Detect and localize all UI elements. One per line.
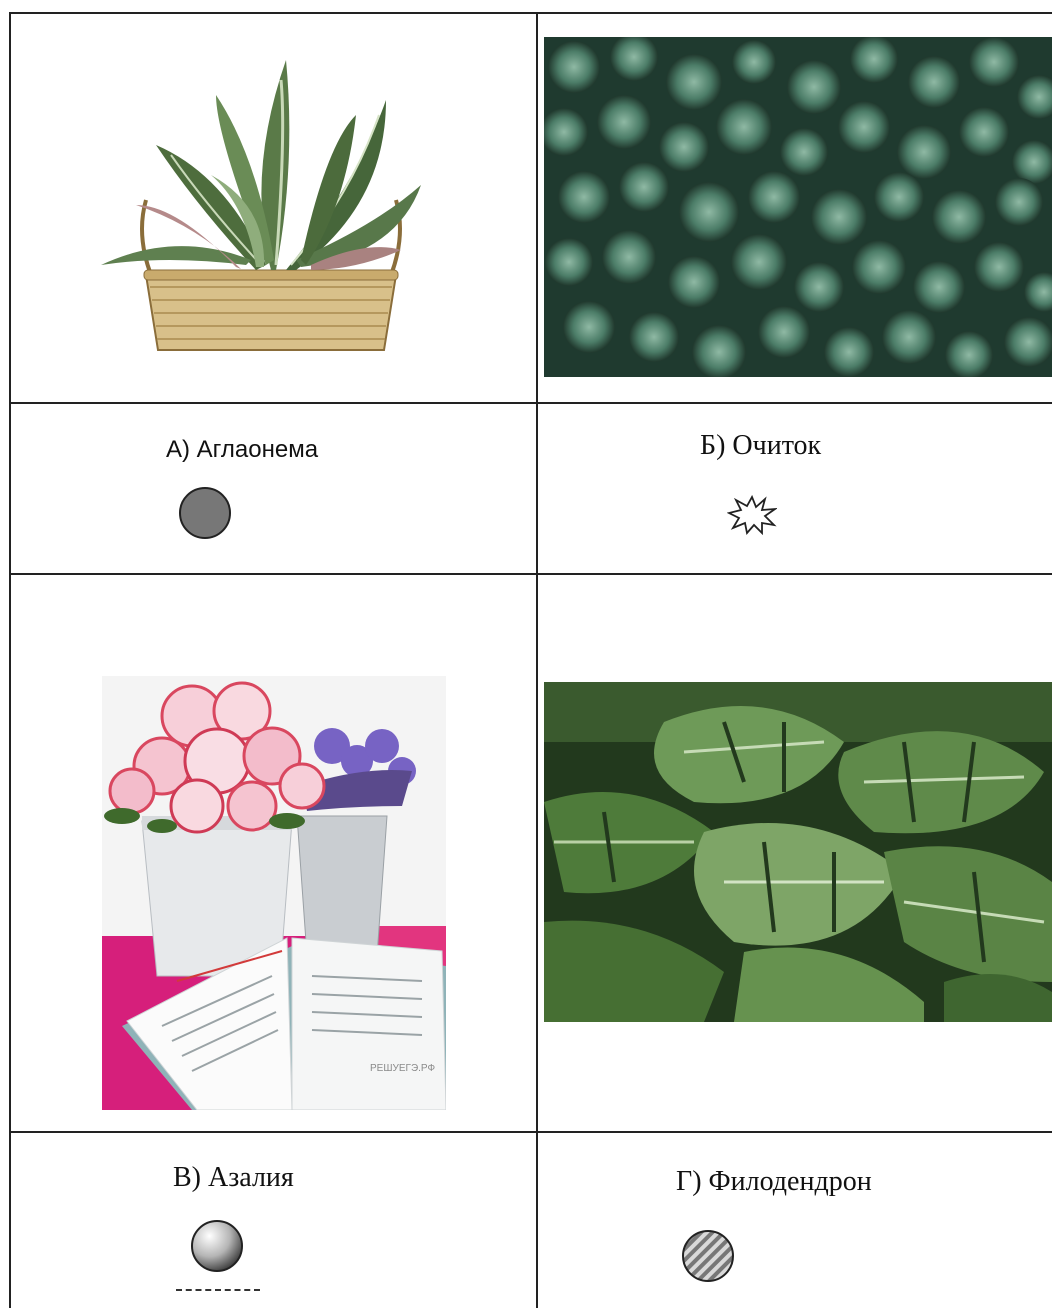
philodendron-photo	[544, 682, 1052, 1022]
azalea-photo	[102, 676, 446, 1110]
sedum-photo	[544, 37, 1052, 377]
card-label-aglaonema: А) Аглаонема	[166, 436, 319, 463]
gray-circle-icon	[178, 486, 232, 545]
aglaonema-leaves	[101, 60, 421, 270]
table-row-divider	[9, 573, 1052, 575]
dashed-underline	[176, 1289, 260, 1293]
table-row-divider	[9, 402, 1052, 404]
gradient-circle-icon	[188, 1219, 246, 1282]
table-row-divider	[9, 1131, 1052, 1133]
table-column-divider	[536, 12, 538, 1308]
watermark-text: РЕШУЕГЭ.РФ	[370, 1063, 436, 1074]
card-label-sedum: Б) Очиток	[700, 430, 822, 461]
card-label-philodendron: Г) Филодендрон	[676, 1166, 872, 1197]
card-label-azalea: В) Азалия	[173, 1162, 294, 1193]
aglaonema-photo	[96, 55, 426, 355]
starburst-icon	[727, 495, 777, 540]
striped-circle-icon	[680, 1228, 736, 1289]
